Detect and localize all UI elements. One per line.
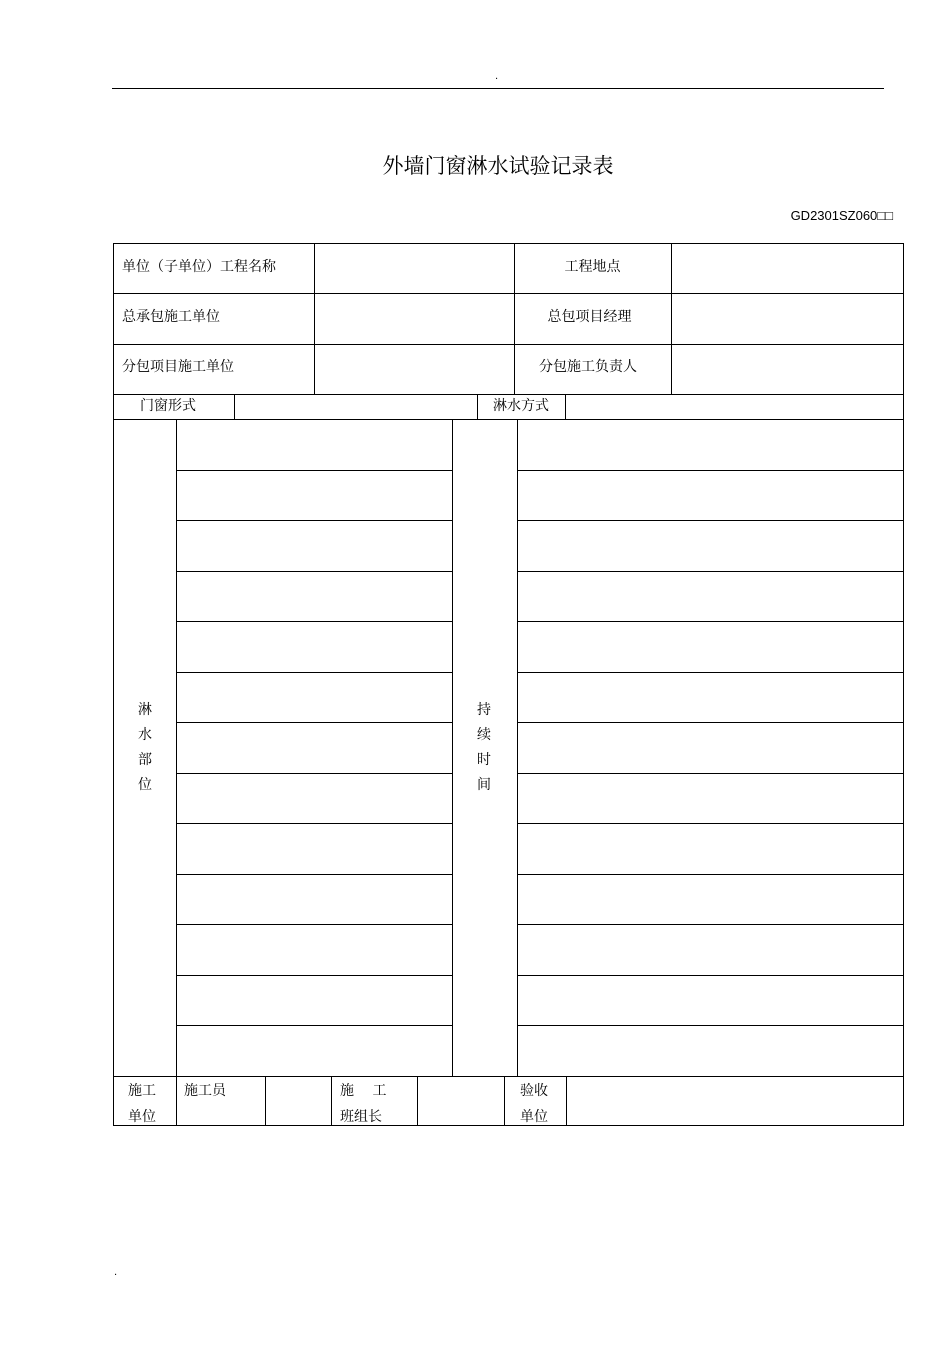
page-title: 外墙门窗淋水试验记录表 [382, 154, 614, 178]
record-row-divider [176, 924, 452, 925]
col-divider [331, 1076, 332, 1126]
record-row-divider [517, 924, 903, 925]
record-row-divider [517, 672, 903, 673]
row-divider [114, 419, 903, 420]
row-divider [114, 293, 903, 294]
col-divider [565, 394, 566, 419]
record-row-divider [176, 773, 452, 774]
project-name-label: 单位（子单位）工程名称 [122, 259, 276, 275]
record-row-divider [517, 722, 903, 723]
record-row-divider [517, 823, 903, 824]
acceptance-unit-label: 验收 单位 [520, 1083, 548, 1125]
record-row-divider [176, 520, 452, 521]
record-row-divider [176, 621, 452, 622]
duration-label: 持 续 时 间 [477, 702, 491, 793]
col-divider [265, 1076, 266, 1126]
record-row-divider [176, 874, 452, 875]
record-row-divider [176, 470, 452, 471]
record-row-divider [517, 773, 903, 774]
record-row-divider [517, 571, 903, 572]
location-label: 工程地点 [564, 259, 621, 275]
contractor-label: 总承包施工单位 [122, 309, 220, 325]
col-divider [452, 419, 453, 1076]
footer-mark: . [114, 1267, 118, 1278]
record-row-divider [176, 722, 452, 723]
record-row-divider [176, 571, 452, 572]
col-divider [417, 1076, 418, 1126]
record-row-divider [176, 975, 452, 976]
header-mark: . [495, 71, 499, 82]
col-divider [314, 244, 315, 394]
record-row-divider [176, 672, 452, 673]
record-form [113, 243, 904, 1126]
record-row-divider [176, 1025, 452, 1026]
spray-method-label: 淋水方式 [493, 398, 549, 414]
row-divider [114, 394, 903, 395]
form-code: GD2301SZ060□□ [790, 208, 893, 223]
col-divider [517, 419, 518, 1076]
col-divider [504, 1076, 505, 1126]
record-row-divider [517, 470, 903, 471]
sub-lead-label: 分包施工负责人 [539, 359, 637, 375]
record-row-divider [517, 975, 903, 976]
gc-manager-label: 总包项目经理 [547, 309, 632, 325]
col-divider [671, 244, 672, 394]
record-row-divider [517, 1025, 903, 1026]
worker-label: 施工员 [184, 1083, 226, 1099]
record-row-divider [517, 874, 903, 875]
record-row-divider [517, 621, 903, 622]
col-divider [176, 419, 177, 1076]
construction-unit-label: 施工 单位 [128, 1083, 156, 1125]
record-row-divider [517, 520, 903, 521]
header-rule [112, 88, 884, 89]
subcontractor-label: 分包项目施工单位 [122, 359, 234, 375]
team-leader-label: 施 工 班组长 [340, 1083, 387, 1125]
spray-part-label: 淋 水 部 位 [138, 702, 152, 793]
row-divider [114, 344, 903, 345]
record-row-divider [176, 823, 452, 824]
col-divider [234, 394, 235, 419]
row-divider [114, 1076, 903, 1077]
window-type-label: 门窗形式 [140, 398, 196, 414]
col-divider [566, 1076, 567, 1126]
col-divider [176, 1076, 177, 1126]
